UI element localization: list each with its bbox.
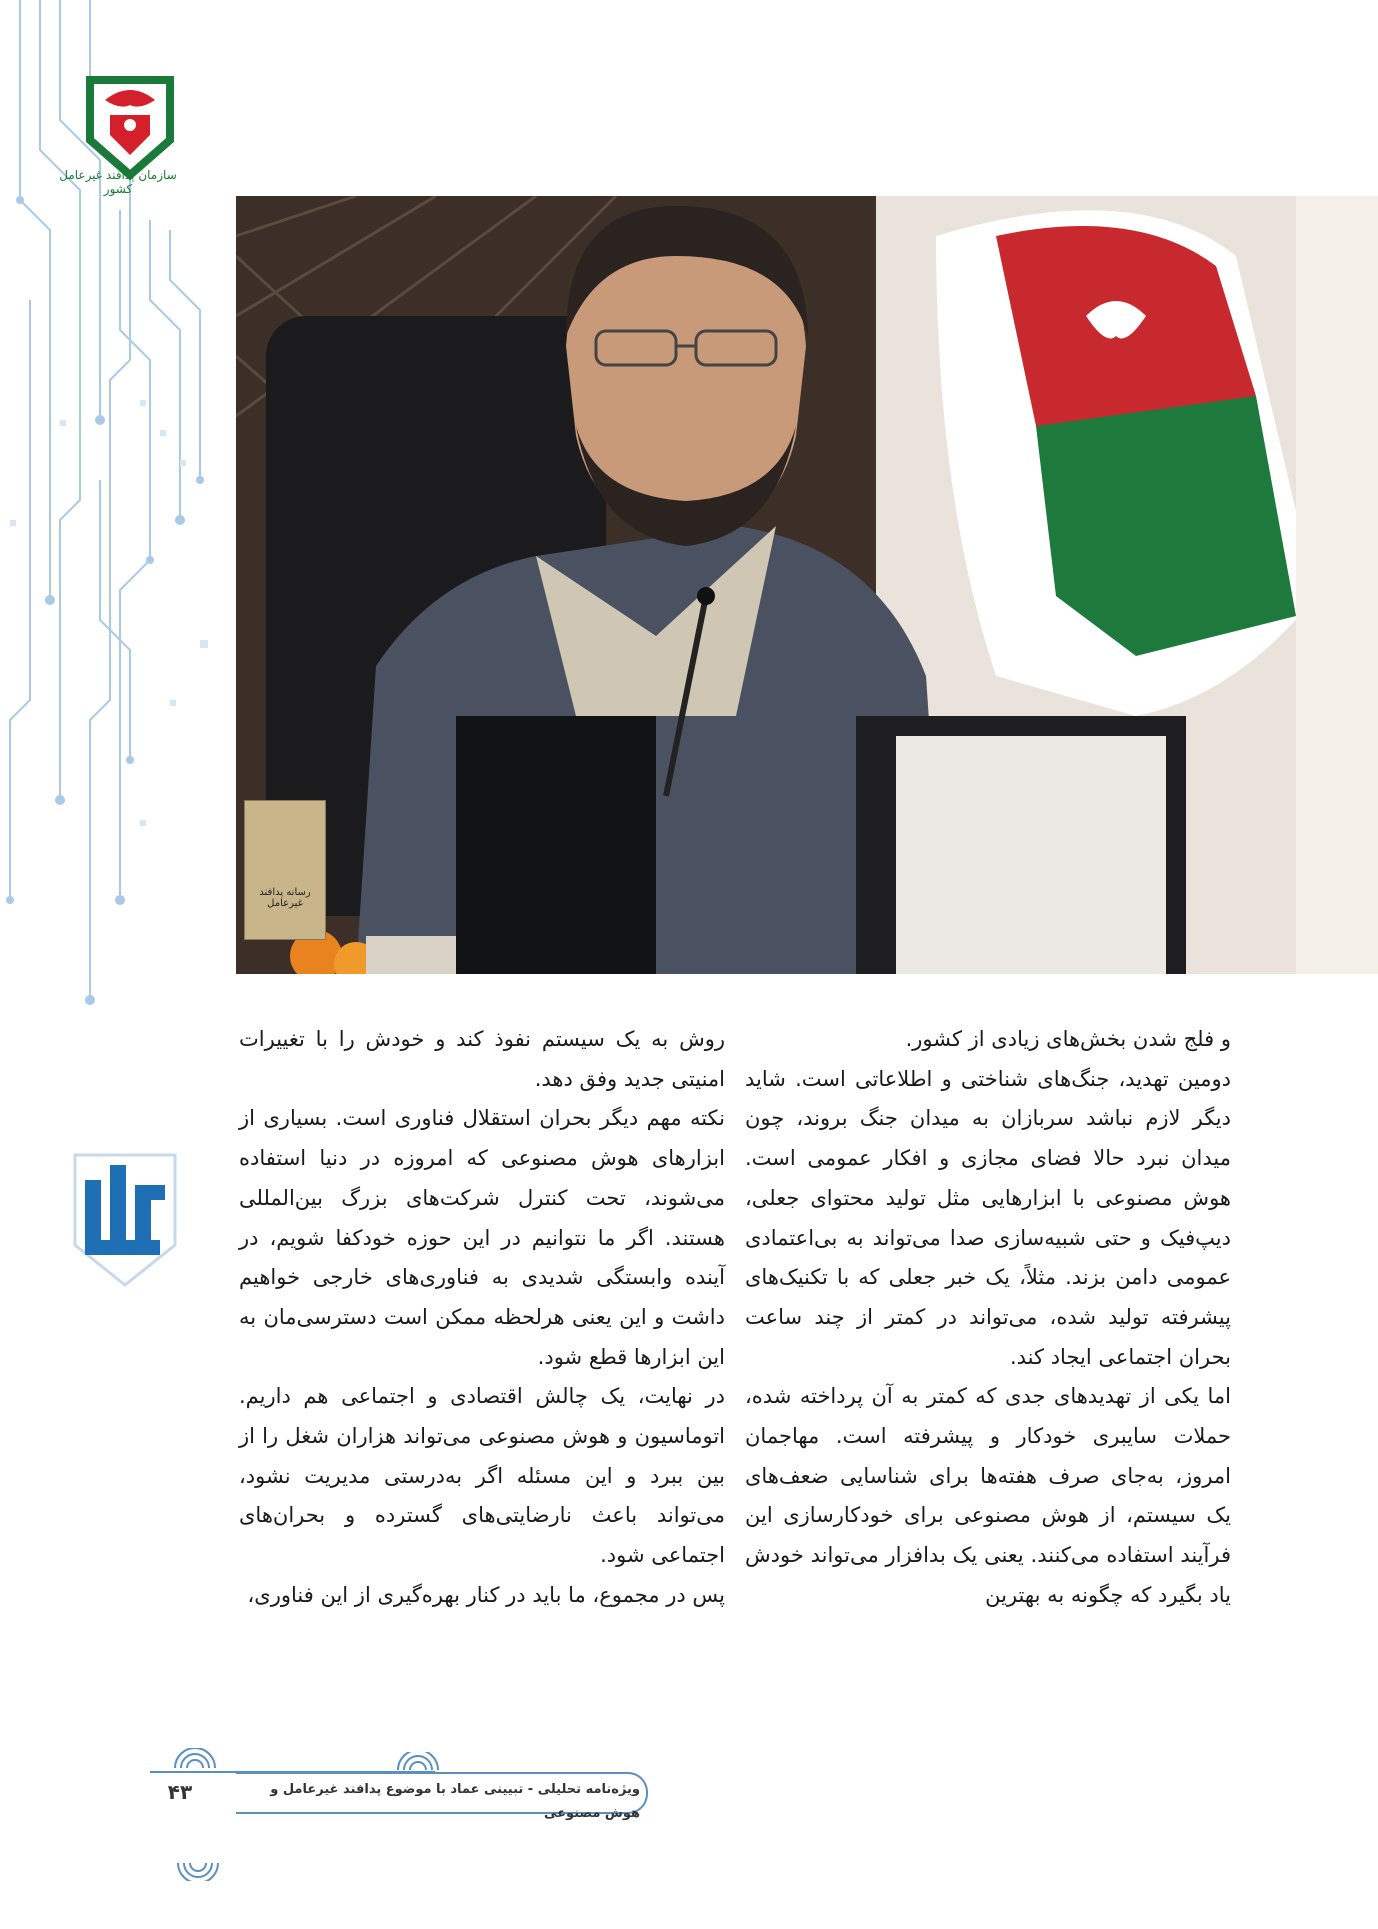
paragraph: اما یکی از تهدیدهای جدی که کمتر به آن پرداخته شده، حملات سایبری خودکار و پیشرفته است. مهاجمان امروز، به‌جای صرف هفته‌ها برای شناسایی ضعف‌های یک سیستم، از هوش مصنوعی برای خودکارسازی این فرآیند استفاده می‌کنند. یعنی یک بدافزار می‌تواند خودش یاد بگیرد که چگونه به بهترین [745, 1384, 1231, 1607]
article-column-left [239, 1020, 725, 1616]
page-number: ۴۳ [167, 1780, 193, 1804]
paragraph: روش به یک سیستم نفوذ کند و خودش را با تغییرات امنیتی جدید وفق دهد. [239, 1027, 725, 1091]
footer-title: ویژه‌نامه تحلیلی - تبیینی عماد با موضوع پدافند غیرعامل و هوش مصنوعی [270, 1782, 640, 1821]
paragraph: دومین تهدید، جنگ‌های شناختی و اطلاعاتی است. شاید دیگر لازم نباشد سربازان به میدان جنگ بروند، چون میدان نبرد حالا فضای مجازی و افکار عمومی است. هوش مصنوعی با ابزارهایی مثل تولید محتوای جعلی، دیپ‌فیک و حتی شبیه‌سازی صدا می‌تواند به بی‌اعتمادی عمومی دامن بزند. مثلاً، یک خبر جعلی که با تکنیک‌های پیشرفته تولید شده، می‌تواند در کمتر از چند ساعت بحران اجتماعی ایجاد کند. [745, 1066, 1231, 1369]
photo-badge-text: رسانه پدافند غیرعامل [259, 887, 311, 909]
photo-badge [244, 800, 326, 940]
emad-logo [65, 1135, 185, 1295]
spiral-decoration [170, 1845, 226, 1881]
organization-logo-caption: سازمان پدافند غیرعامل کشور [59, 168, 177, 196]
article-photo [236, 196, 1378, 974]
paragraph: پس در مجموع، ما باید در کنار بهره‌گیری از این فناوری، [247, 1582, 725, 1607]
article-column-right [745, 1020, 1231, 1616]
paragraph: و فلج شدن بخش‌های زیادی از کشور. [905, 1027, 1231, 1051]
paragraph: نکته مهم دیگر بحران استقلال فناوری است. بسیاری از ابزارهای هوش مصنوعی که امروزه در دنیا استفاده می‌شوند، تحت کنترل شرکت‌های بزرگ بین‌المللی هستند. اگر ما نتوانیم در این حوزه خودکفا شویم، در آینده وابستگی شدیدی به فناوری‌های خارجی خواهیم داشت و این یعنی هرلحظه ممکن است دسترسی‌مان به این ابزارها قطع شود. [239, 1106, 725, 1369]
paragraph: در نهایت، یک چالش اقتصادی و اجتماعی هم داریم. اتوماسیون و هوش مصنوعی می‌تواند هزاران شغل را از بین ببرد و این مسئله اگر به‌درستی مدیریت نشود، می‌تواند باعث نارضایتی‌های گسترده و بحران‌های اجتماعی شود. [239, 1384, 725, 1568]
